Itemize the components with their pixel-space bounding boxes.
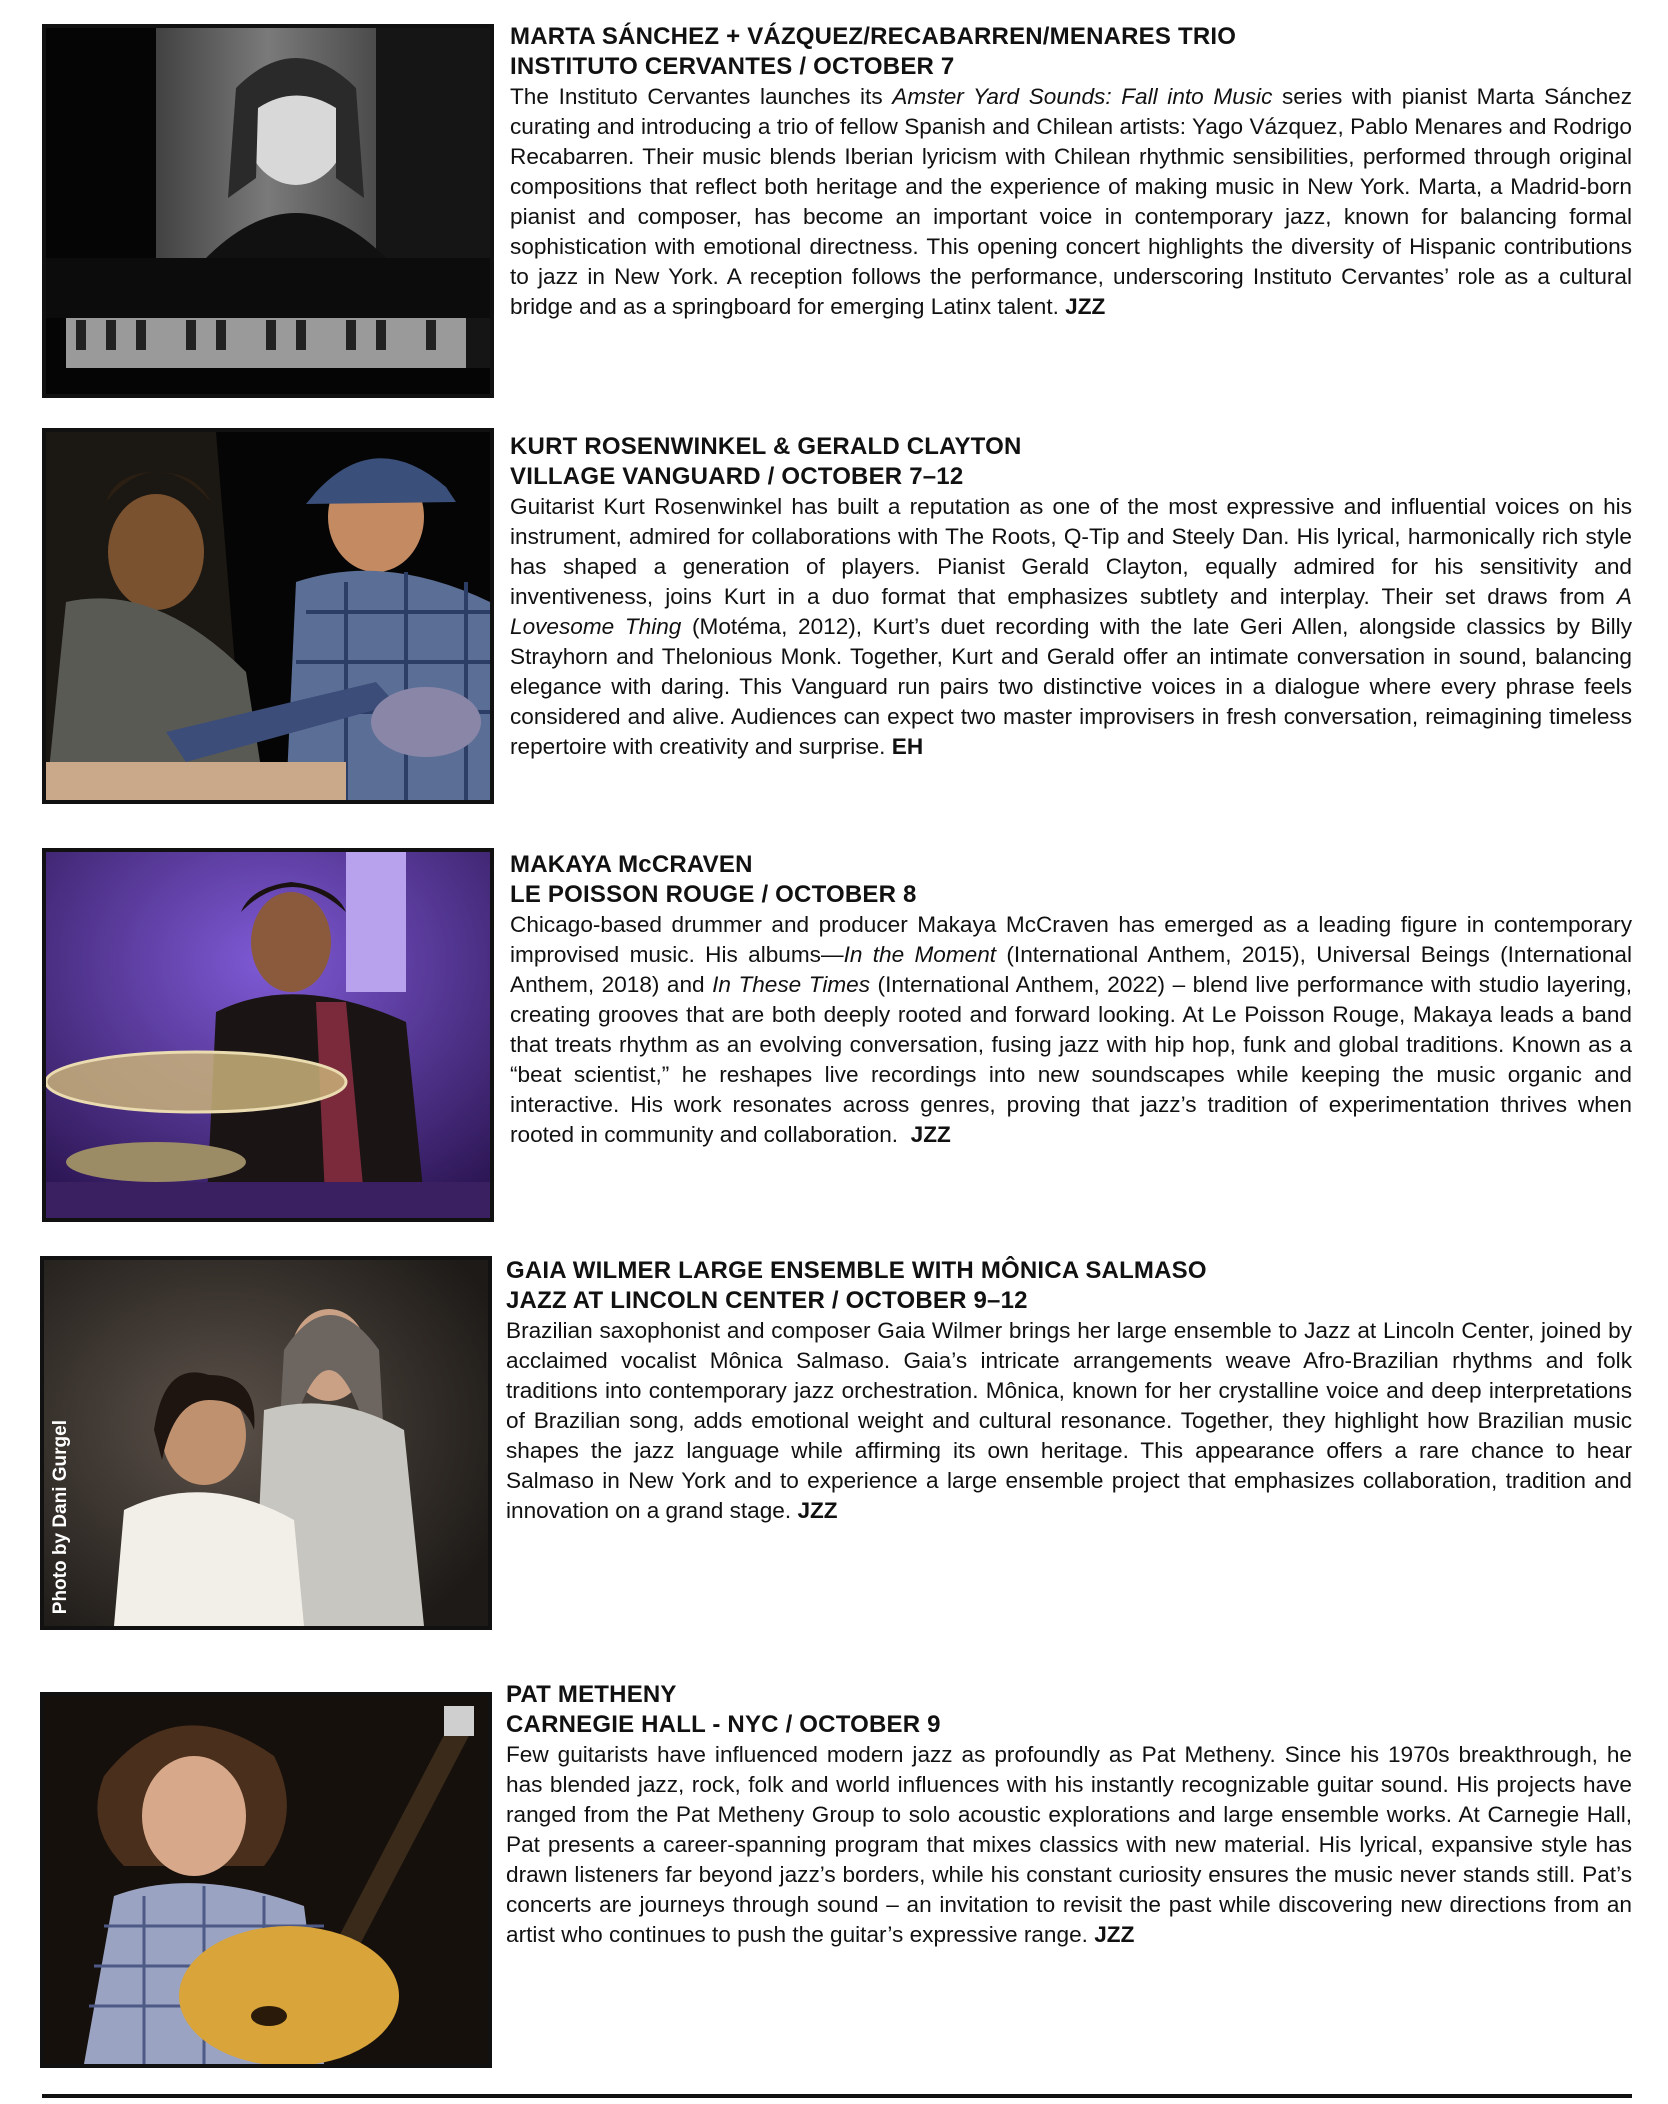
listing-text	[510, 432, 1632, 762]
listing-title: PAT METHENY	[506, 1681, 677, 1708]
listing-title: MARTA SÁNCHEZ + VÁZQUEZ/RECABARREN/MENARES TRIO	[510, 23, 1237, 50]
bottom-divider	[42, 2094, 1632, 2098]
listing-title: GAIA WILMER LARGE ENSEMBLE WITH MÔNICA SALMASO	[506, 1257, 1207, 1284]
listing-description: The Instituto Cervantes launches its Amster Yard Sounds: Fall into Music series with pianist Marta Sánchez curating and introducing a trio of fellow Spanish and Chilean artists: Yago Vázquez, Pablo Menares and Rodrigo Recabarren. Their music blends Iberian lyricism with Chilean rhythmic sensibilities, performed through original compositions that reflect both heritage and the experience of making music in New York. Marta, a Madrid-born pianist and composer, has become an important voice in contemporary jazz, known for balancing formal sophistication with emotional directness. This opening concert highlights the diversity of Hispanic contributions to jazz in New York. A reception follows the performance, underscoring Instituto Cervantes’ role as a cultural bridge and as a springboard for emerging Latinx talent. JZZ	[510, 84, 1632, 319]
listing-venue-date: VILLAGE VANGUARD / OCTOBER 7–12	[510, 463, 964, 490]
listing-text	[506, 1256, 1632, 1526]
author-initials: EH	[891, 734, 924, 759]
author-initials: JZZ	[1094, 1922, 1135, 1947]
listing-venue-date: JAZZ AT LINCOLN CENTER / OCTOBER 9–12	[506, 1287, 1028, 1314]
photo-marta-sanchez-piano	[42, 24, 494, 398]
photo-rosenwinkel-clayton	[42, 428, 494, 804]
drummer-image	[46, 852, 490, 1218]
photo-makaya-mccraven-drums	[42, 848, 494, 1222]
duo-image	[46, 432, 490, 800]
guitarist-image	[44, 1696, 488, 2064]
duo-portrait-image	[44, 1260, 488, 1626]
author-initials: JZZ	[797, 1498, 838, 1523]
listing-text	[510, 850, 1632, 1150]
listing-description: Brazilian saxophonist and composer Gaia Wilmer brings her large ensemble to Jazz at Lincoln Center, joined by acclaimed vocalist Mônica Salmaso. Gaia’s intricate arrangements weave Afro-Brazilian rhythms and folk traditions into contemporary jazz orchestration. Mônica, known for her crystalline voice and deep interpretations of Brazilian song, adds emotional weight and cultural resonance. Together, they highlight how Brazilian music shapes the jazz language while affirming its own heritage. This appearance offers a rare chance to hear Salmaso in New York and to experience a large ensemble project that emphasizes collaboration, tradition and innovation on a grand stage. JZZ	[506, 1318, 1632, 1523]
photo-pat-metheny-guitar	[40, 1692, 492, 2068]
author-initials: JZZ	[1065, 294, 1106, 319]
photo-credit: Photo by Dani Gurgel	[50, 1419, 71, 1614]
listing-venue-date: CARNEGIE HALL - NYC / OCTOBER 9	[506, 1711, 941, 1738]
listing-venue-date: INSTITUTO CERVANTES / OCTOBER 7	[510, 53, 955, 80]
listing-text	[510, 22, 1632, 322]
author-initials: JZZ	[910, 1122, 951, 1147]
listing-title: KURT ROSENWINKEL & GERALD CLAYTON	[510, 433, 1022, 460]
listing-description: Few guitarists have influenced modern jazz as profoundly as Pat Metheny. Since his 1970s breakthrough, he has blended jazz, rock, folk and world influences with his instantly recognizable guitar sound. His projects have ranged from the Pat Metheny Group to solo acoustic explorations and large ensemble works. At Carnegie Hall, Pat presents a career-spanning program that mixes classics with new material. His lyrical, expansive style has drawn listeners far beyond jazz’s borders, while his constant curiosity ensures the music never stands still. Pat’s concerts are journeys through sound – an invitation to revisit the past while discovering new directions from an artist who continues to push the guitar’s expressive range. JZZ	[506, 1742, 1632, 1947]
listing-description: Chicago-based drummer and producer Makaya McCraven has emerged as a leading figure in contemporary improvised music. His albums—In the Moment (International Anthem, 2015), Universal Beings (International Anthem, 2018) and In These Times (International Anthem, 2022) – blend live performance with studio layering, creating grooves that are both deeply rooted and forward looking. At Le Poisson Rouge, Makaya leads a band that treats rhythm as an evolving conversation, fusing jazz with hip hop, funk and global traditions. Known as a “beat scientist,” he reshapes live recordings into new soundscapes while keeping the music organic and interactive. His work resonates across genres, proving that jazz’s tradition of experimentation thrives when rooted in community and collaboration. JZZ	[510, 912, 1632, 1147]
listing-venue-date: LE POISSON ROUGE / OCTOBER 8	[510, 881, 917, 908]
photo-gaia-wilmer-monica-salmaso	[40, 1256, 492, 1630]
listing-description: Guitarist Kurt Rosenwinkel has built a reputation as one of the most expressive and influential voices on his instrument, admired for collaborations with The Roots, Q-Tip and Steely Dan. His lyrical, harmonically rich style has shaped a generation of players. Pianist Gerald Clayton, equally admired for his sensitivity and inventiveness, joins Kurt in a duo format that emphasizes subtlety and interplay. Their set draws from A Lovesome Thing (Motéma, 2012), Kurt’s duet recording with the late Geri Allen, alongside classics by Billy Strayhorn and Thelonious Monk. Together, Kurt and Gerald offer an intimate conversation in sound, balancing elegance with daring. This Vanguard run pairs two distinctive voices in a dialogue where every phrase feels considered and alive. Audiences can expect two master improvisers in fresh conversation, reimagining timeless repertoire with creativity and surprise. EH	[510, 494, 1632, 759]
pianist-image	[46, 28, 490, 394]
listing-text	[506, 1680, 1632, 1950]
listing-title: MAKAYA McCRAVEN	[510, 851, 753, 878]
